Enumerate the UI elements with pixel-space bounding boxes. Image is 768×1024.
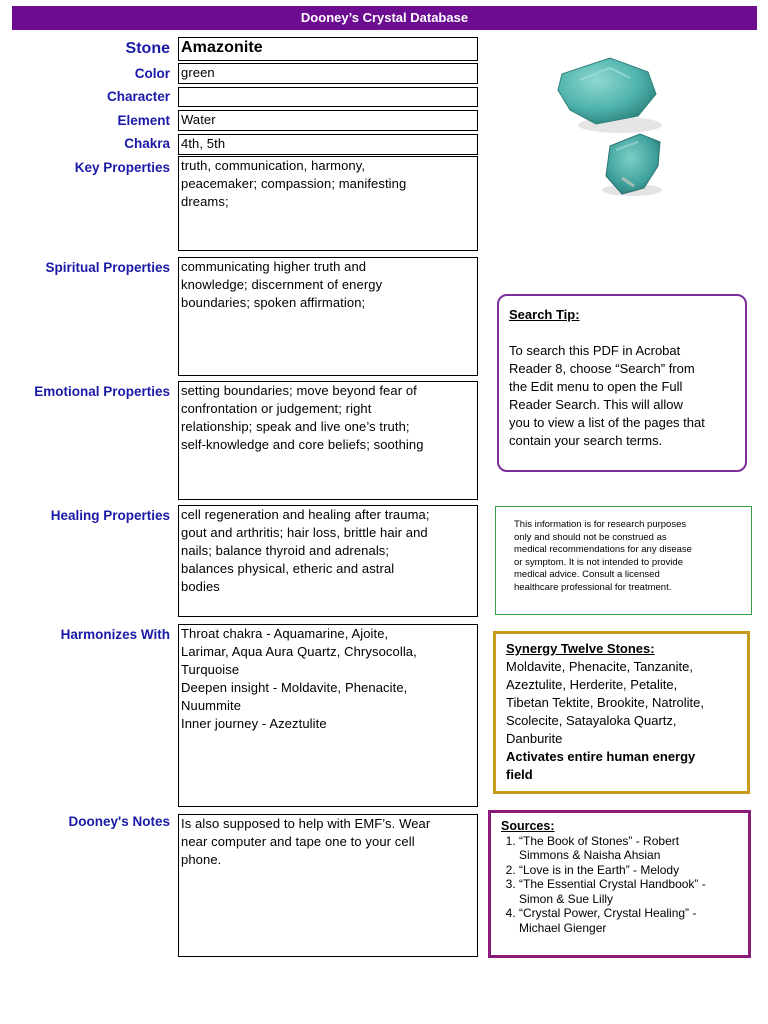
text-line: Simon & Sue Lilly — [519, 891, 614, 906]
text-line: Moldavite, Phenacite, Tanzanite, — [506, 659, 693, 674]
list-item — [519, 877, 738, 906]
label-chakra: Chakra — [124, 136, 170, 151]
text-line: Throat chakra - Aquamarine, Ajoite, — [181, 626, 389, 641]
list-item — [519, 834, 738, 863]
element-field: Water — [178, 110, 478, 131]
text-line: dreams; — [181, 194, 229, 209]
label-character: Character — [106, 89, 170, 104]
stone-field: Amazonite — [178, 37, 478, 61]
text-line: To search this PDF in Acrobat — [509, 343, 681, 358]
text-line: phone. — [181, 852, 222, 867]
text-line: communicating higher truth and — [181, 259, 367, 274]
text-line: or symptom. It is not intended to provide — [514, 556, 683, 568]
text-line: bodies — [181, 579, 220, 594]
text-line: peacemaker; compassion; manifesting — [181, 176, 407, 191]
synergy-box — [493, 631, 750, 794]
text-line: This information is for research purposes — [514, 519, 687, 530]
chakra-field: 4th, 5th — [178, 134, 478, 155]
list-item — [519, 906, 738, 935]
text-line: boundaries; spoken affirmation; — [181, 295, 366, 310]
text-line: Turquoise — [181, 662, 240, 677]
dooneys-notes-field — [178, 814, 478, 957]
text-line: Reader 8, choose “Search” from — [509, 361, 695, 376]
sources-list — [501, 834, 738, 936]
text-line: you to view a list of the pages that — [509, 415, 705, 430]
text-line: Inner journey - Azeztulite — [181, 716, 327, 731]
text-line: only and should not be construed as — [514, 531, 667, 543]
text-line: confrontation or judgement; right — [181, 401, 372, 416]
text-line: Danburite — [506, 731, 563, 746]
label-harmonizes-with: Harmonizes With — [60, 627, 170, 642]
text-line: field — [506, 767, 533, 782]
text-line: Azeztulite, Herderite, Petalite, — [506, 677, 678, 692]
search-tip-box — [497, 294, 747, 472]
key-properties-field — [178, 156, 478, 251]
disclaimer-box — [495, 506, 752, 615]
text-line: Reader Search. This will allow — [509, 397, 683, 412]
color-field: green — [178, 63, 478, 84]
text-line: Tibetan Tektite, Brookite, Natrolite, — [506, 695, 704, 710]
text-line: balances physical, etheric and astral — [181, 561, 395, 576]
text-line: Deepen insight - Moldavite, Phenacite, — [181, 680, 408, 695]
text-line: 4. “Crystal Power, Crystal Healing” - — [519, 906, 697, 920]
text-line: near computer and tape one to your cell — [181, 834, 415, 849]
text-line: Michael Gienger — [519, 920, 607, 935]
healing-properties-field — [178, 505, 478, 617]
label-emotional-properties: Emotional Properties — [34, 384, 170, 399]
text-line: medical advice. Consult a licensed — [514, 569, 660, 580]
text-line: relationship; speak and live one’s truth; — [181, 419, 410, 434]
synergy-heading: Synergy Twelve Stones: — [506, 641, 655, 656]
text-line: 2. “Love is in the Earth” - Melody — [519, 862, 680, 877]
label-dooneys-notes: Dooney's Notes — [68, 814, 170, 829]
text-line: Nuummite — [181, 698, 242, 713]
label-stone: Stone — [125, 40, 170, 57]
text-line: self-knowledge and core beliefs; soothing — [181, 437, 424, 452]
text-line: Scolecite, Satayaloka Quartz, — [506, 713, 677, 728]
text-line: 1. “The Book of Stones” - Robert — [519, 833, 680, 848]
label-color: Color — [134, 66, 170, 81]
text-line: nails; balance thyroid and adrenals; — [181, 543, 390, 558]
text-line: healthcare professional for treatment. — [514, 581, 672, 593]
label-healing-properties: Healing Properties — [50, 508, 170, 523]
text-line: the Edit menu to open the Full — [509, 379, 683, 394]
harmonizes-with-field — [178, 624, 478, 807]
spiritual-properties-field — [178, 257, 478, 376]
emotional-properties-field — [178, 381, 478, 500]
text-line: medical recommendations for any disease — [514, 544, 692, 555]
search-tip-heading: Search Tip: — [509, 307, 580, 322]
text-line: setting boundaries; move beyond fear of — [181, 383, 417, 398]
sources-heading: Sources: — [501, 819, 555, 833]
text-line: knowledge; discernment of energy — [181, 277, 383, 292]
text-line: contain your search terms. — [509, 433, 663, 448]
list-item — [519, 863, 738, 878]
page-title-banner: Dooney’s Crystal Database — [12, 6, 757, 30]
text-line: Larimar, Aqua Aura Quartz, Chrysocolla, — [181, 644, 417, 659]
label-element: Element — [117, 113, 170, 128]
text-line: Is also supposed to help with EMF’s. Wear — [181, 816, 431, 831]
label-spiritual-properties: Spiritual Properties — [45, 260, 170, 275]
character-field — [178, 87, 478, 107]
text-line: Activates entire human energy — [506, 749, 696, 764]
label-key-properties: Key Properties — [74, 160, 170, 175]
text-line: 3. “The Essential Crystal Handbook” - — [519, 877, 706, 891]
amazonite-photo — [540, 50, 720, 220]
text-line: gout and arthritis; hair loss, brittle hair and — [181, 525, 428, 540]
text-line: truth, communication, harmony, — [181, 158, 366, 173]
text-line: Simmons & Naisha Ahsian — [519, 848, 661, 862]
sources-box — [488, 810, 751, 958]
text-line: cell regeneration and healing after trauma; — [181, 507, 430, 522]
